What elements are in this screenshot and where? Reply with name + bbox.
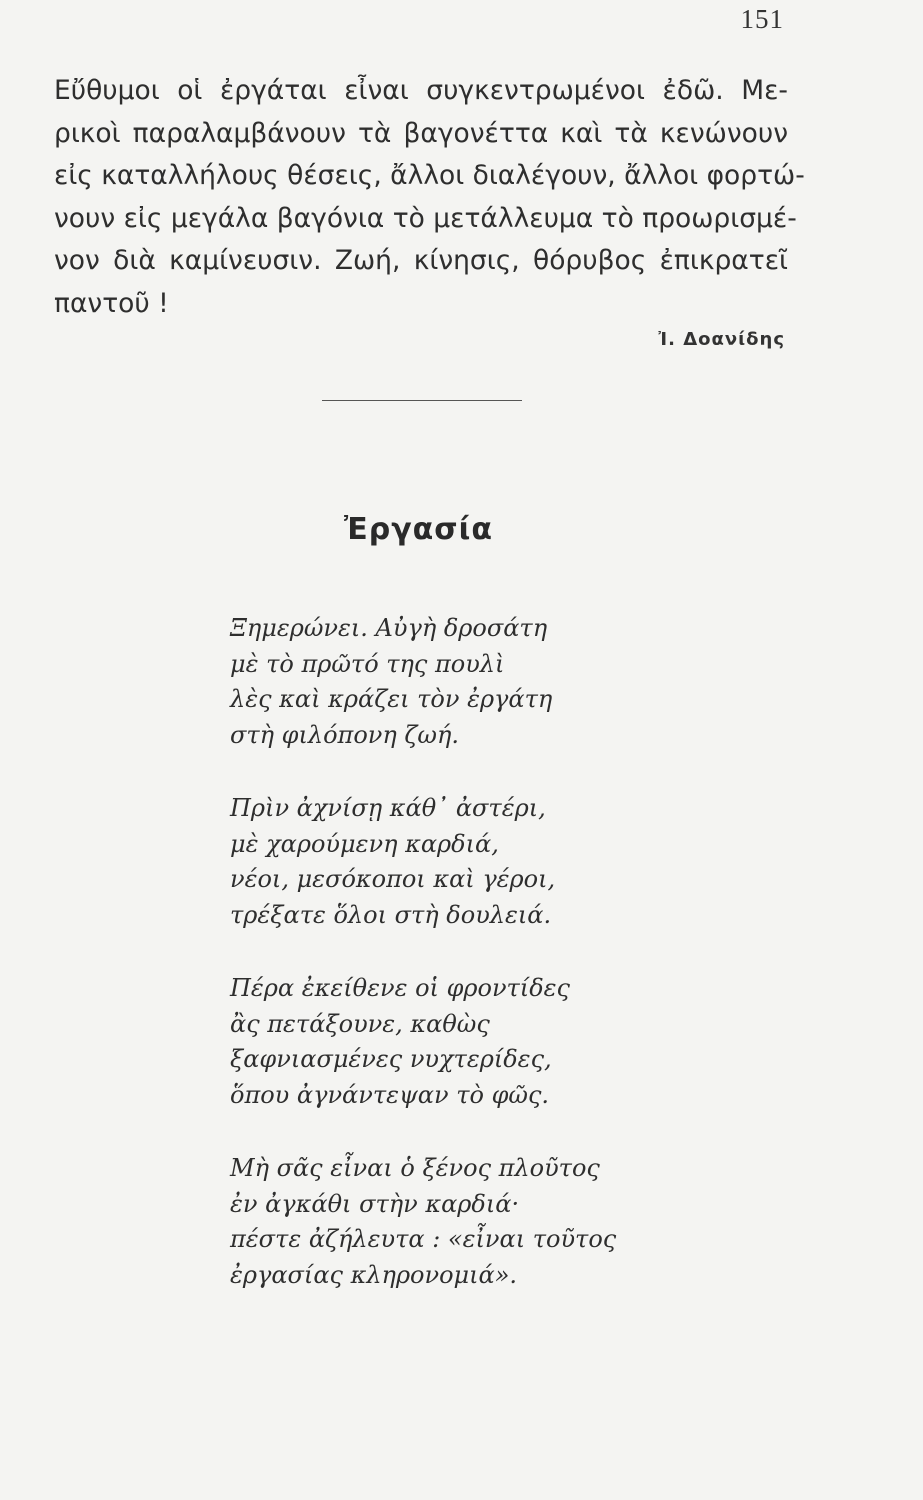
- verse-line: ἂς πετάξουνε, καθὼς: [230, 1009, 490, 1038]
- verse-line: Πέρα ἐκείθενε οἱ φροντίδες: [230, 974, 570, 1002]
- verse-line: μὲ χαρούμενη καρδιά,: [230, 829, 499, 858]
- verse-line: ξαφνιασμένες νυχτερίδες,: [230, 1045, 552, 1073]
- prose-line: εἰς καταλλήλους θέσεις, ἄλλοι διαλέγουν, ἄλλοι φορτώ-: [54, 160, 805, 192]
- prose-line: νον διὰ καμίνευσιν. Ζωή, κίνησις, θόρυβος ἐπικρατεῖ: [54, 245, 788, 277]
- author-signature: Ἰ. Δοανίδης: [658, 329, 785, 350]
- section-divider: [322, 400, 522, 401]
- stanza-4: [230, 1151, 730, 1293]
- prose-line: παντοῦ !: [54, 287, 169, 319]
- stanza-2: [230, 791, 730, 933]
- verse-line: ἐργασίας κληρονομιά».: [230, 1260, 518, 1289]
- prose-line: Εὔθυμοι οἱ ἐργάται εἶναι συγκεντρωμένοι ἐδῶ. Με-: [54, 75, 788, 106]
- page-number: 151: [740, 4, 784, 34]
- verse-line: ὅπου ἀγνάντεψαν τὸ φῶς.: [230, 1080, 550, 1109]
- verse-line: ἐν ἀγκάθι στὴν καρδιά·: [230, 1189, 520, 1218]
- verse-line: πέστε ἀζήλευτα : «εἶναι τοῦτος: [230, 1225, 617, 1253]
- verse-line: μὲ τὸ πρῶτό της πουλὶ: [230, 649, 505, 678]
- verse-line: στὴ φιλόπονη ζωή.: [230, 720, 459, 749]
- poem-title: Ἐργασία: [344, 512, 493, 547]
- prose-line: ρικοὶ παραλαμβάνουν τὰ βαγονέττα καὶ τὰ κενώνουν: [54, 117, 788, 149]
- verse-line: νέοι, μεσόκοποι καὶ γέροι,: [230, 865, 556, 893]
- verse-line: Μὴ σᾶς εἶναι ὁ ξένος πλοῦτος: [230, 1154, 600, 1182]
- verse-line: Ξημερώνει. Αὐγὴ δροσάτη: [230, 614, 548, 642]
- verse-line: τρέξατε ὅλοι στὴ δουλειά.: [230, 900, 552, 929]
- stanza-1: [230, 611, 730, 753]
- verse-line: λὲς καὶ κράζει τὸν ἐργάτη: [230, 685, 553, 713]
- poem: [230, 611, 730, 1331]
- stanza-3: [230, 971, 730, 1113]
- prose-paragraph: [54, 70, 805, 326]
- prose-line: νουν εἰς μεγάλα βαγόνια τὸ μετάλλευμα τὸ προωρισμέ-: [54, 202, 797, 234]
- verse-line: Πρὶν ἀχνίσῃ κάθ᾿ ἀστέρι,: [230, 794, 546, 822]
